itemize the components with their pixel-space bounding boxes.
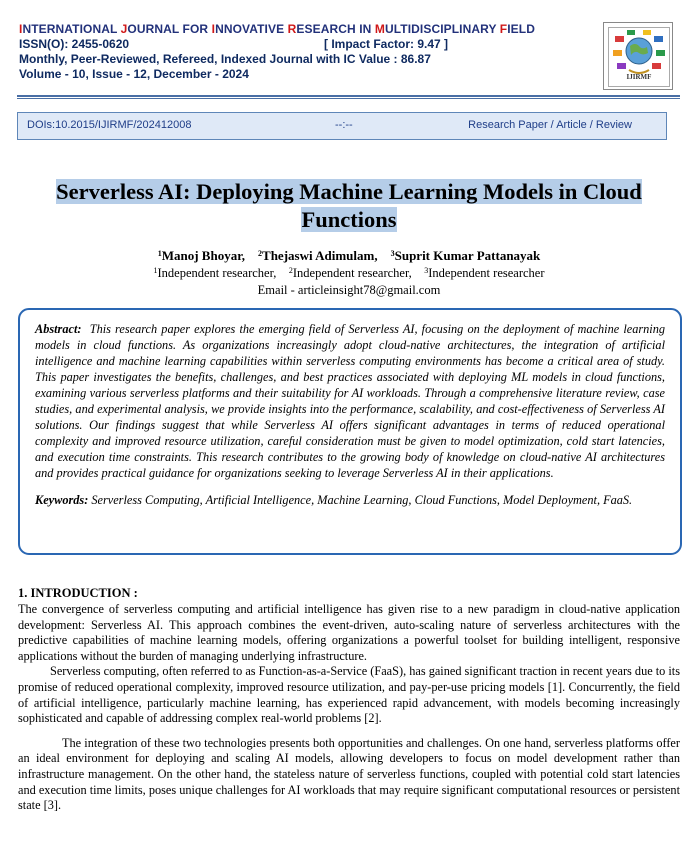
affiliation (289, 266, 412, 280)
paper-title (15, 178, 683, 234)
journal-name-part: ESEARCH IN (296, 22, 375, 36)
journal-name-part: IELD (507, 22, 535, 36)
section-heading-introduction: 1. INTRODUCTION : (18, 586, 138, 600)
header-rule-thin (17, 98, 680, 99)
journal-name-part: NTERNATIONAL (22, 22, 121, 36)
journal-name-part: F (499, 22, 508, 36)
author-name (391, 248, 541, 263)
author-name (158, 248, 245, 263)
impact-factor: [ Impact Factor: 9.47 ] (324, 37, 449, 51)
affiliation-text: Independent researcher (428, 266, 545, 280)
affiliation (424, 266, 544, 280)
affiliation-text: Independent researcher, (157, 266, 277, 280)
journal-name (19, 22, 589, 37)
keywords-text: Serverless Computing, Artificial Intelligence, Machine Learning, Cloud Functions, Model Deployment, FaaS. (91, 493, 633, 507)
peer-review-line: Monthly, Peer-Reviewed, Refereed, Indexed Journal with IC Value : 86.87 (19, 52, 431, 66)
title-line-1: Serverless AI: Deploying Machine Learning Models in Cloud (56, 179, 642, 204)
author-name-text: Thejaswi Adimulam, (262, 248, 378, 263)
doi-separator: --:-- (335, 119, 353, 131)
abstract-paragraph (35, 321, 665, 481)
introduction-body (18, 602, 680, 814)
author-name-text: Suprit Kumar Pattanayak (394, 248, 541, 263)
journal-logo (603, 22, 673, 90)
affiliation-superscript: 3 (424, 266, 429, 275)
author-list (0, 248, 698, 264)
journal-name-part: NNOVATIVE (215, 22, 288, 36)
logo-label: IJIRMF (626, 73, 652, 81)
abstract-label: Abstract: (35, 322, 82, 336)
affiliation-superscript: 1 (153, 266, 158, 275)
logo-frame (608, 27, 670, 87)
author-superscript: 3 (390, 249, 395, 258)
doi-text[interactable]: DOIs:10.2015/IJIRMF/202412008 (27, 119, 192, 131)
author-superscript: 1 (157, 249, 162, 258)
keywords-paragraph (35, 492, 665, 508)
issn-line (19, 37, 589, 52)
keywords-label: Keywords: (35, 493, 89, 507)
article-type: Research Paper / Article / Review (468, 119, 632, 131)
journal-name-part: ULTIDISCIPLINARY (384, 22, 500, 36)
journal-name-part: R (287, 22, 297, 36)
journal-name-part: J (120, 22, 128, 36)
author-email: Email - articleinsight78@gmail.com (257, 283, 441, 297)
journal-name-part: M (374, 22, 385, 36)
journal-name-part: OURNAL FOR (127, 22, 212, 36)
affiliation (154, 266, 277, 280)
affiliation-text: Independent researcher, (292, 266, 412, 280)
journal-name-part: I (211, 22, 216, 36)
header-rule-thick (17, 95, 680, 97)
abstract-box (18, 308, 682, 555)
journal-header (19, 22, 589, 82)
journal-name-part: I (19, 22, 23, 36)
intro-paragraph-3: The integration of these two technologies presents both opportunities and challenges. On one hand, serverless platforms offer an ideal environment for deploying and scaling AI models, allowing developers to focus on model development rather than infrastructure management. On the other hand, the stateless nature of serverless functions, coupled with potential cold start latencies and execution time limits, poses unique challenges for AI workloads that may require significant computational resources or persistent state [3]. (18, 735, 680, 813)
affiliation-superscript: 2 (288, 266, 293, 275)
title-line-2: Functions (301, 207, 397, 232)
intro-paragraph-2: Serverless computing, often referred to as Function-as-a-Service (FaaS), has gained significant traction in recent years due to its promise of reduced operational complexity, improved resource utilization, and pay-per-use pricing models [1]. Concurrently, the field of artificial intelligence, particularly machine learning, has experienced rapid advancement, with models becoming increasingly sophisticated and capable of addressing complex real-world problems [2]. (18, 664, 681, 726)
issn: ISSN(O): 2455-0620 (19, 37, 130, 51)
intro-paragraph-1: The convergence of serverless computing and artificial intelligence has given rise to a new paradigm in cloud-native application development: Serverless AI. This approach combines the event-driven, auto-scaling nature of serverless architectures with the predictive capabilities of machine learning models, offering organizations a powerful toolset for building intelligent, responsive applications without the burden of managing underlying infrastructure. (18, 602, 680, 663)
author-name-text: Manoj Bhoyar, (161, 248, 246, 263)
volume-line: Volume - 10, Issue - 12, December - 2024 (19, 67, 249, 81)
doi-bar (17, 112, 667, 140)
author-name (258, 248, 378, 263)
affiliation-list (0, 266, 698, 281)
abstract-text: This research paper explores the emerging field of Serverless AI, focusing on the deployment of machine learning models in cloud functions. As organizations increasingly adopt cloud-native architectures, the integration of artificial intelligence and machine learning capabilities within serverless computing environments has become a critical area of study. This paper investigates the benefits, challenges, and best practices associated with deploying ML models in cloud functions, examining various serverless platforms and their suitability for AI workloads. Through a comprehensive literature review, case studies, and experimental analysis, we provide insights into the performance, scalability, and cost-effectiveness of Serverless AI solutions. Our findings suggest that while Serverless AI offers significant advantages in terms of reduced operational complexity and improved resource utilization, careful consideration must be given to model optimization, cold start latencies, and execution time constraints. This research contributes to the growing body of knowledge on cloud-native AI architectures and provides practical guidance for organizations seeking to leverage Serverless AI in their applications. (35, 322, 665, 480)
author-superscript: 2 (258, 249, 263, 258)
